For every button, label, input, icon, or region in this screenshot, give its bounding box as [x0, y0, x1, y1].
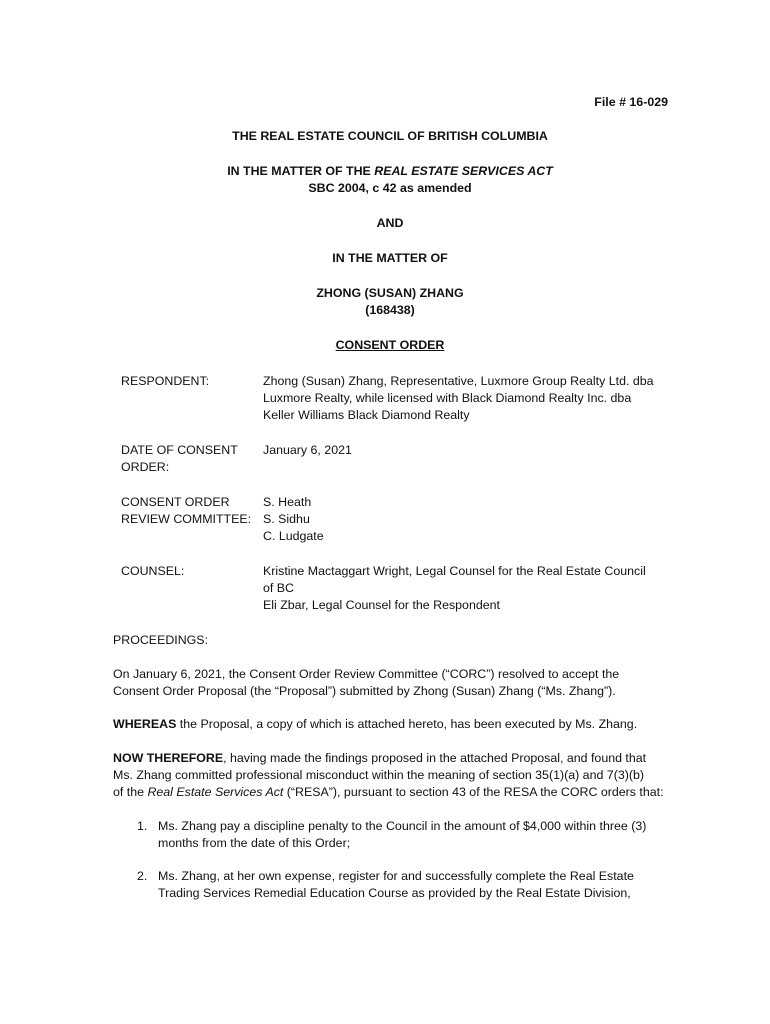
counsel-line: of BC [263, 581, 294, 595]
council-heading: THE REAL ESTATE COUNCIL OF BRITISH COLUMBIA [232, 129, 548, 143]
whereas-keyword: WHEREAS [113, 717, 177, 731]
now-therefore-keyword: NOW THEREFORE [113, 751, 224, 765]
order-line: months from the date of this Order; [158, 836, 351, 850]
committee-member: S. Sidhu [263, 512, 310, 526]
text-fragment: (“RESA”), pursuant to section 43 of the RESA the CORC orders that: [283, 785, 664, 799]
and-heading: AND [376, 216, 404, 230]
date-label-line: ORDER: [121, 460, 170, 474]
date-label-line: DATE OF CONSENT [121, 443, 238, 457]
committee-label [121, 494, 251, 528]
order-title: CONSENT ORDER [335, 338, 445, 352]
counsel-line: Kristine Mactaggart Wright, Legal Counsel for the Real Estate Council [263, 564, 646, 578]
order-item [113, 868, 673, 902]
respondent-line: Keller Williams Black Diamond Realty [263, 408, 470, 422]
paragraph-line [113, 784, 673, 801]
date-value: January 6, 2021 [263, 443, 352, 457]
paragraph-line: Consent Order Proposal (the “Proposal”) submitted by Zhong (Susan) Zhang (“Ms. Zhang”). [113, 684, 616, 698]
matter-heading [0, 164, 770, 178]
proceedings-label: PROCEEDINGS: [113, 633, 209, 647]
committee-member: C. Ludgate [263, 529, 324, 543]
committee-label-line: REVIEW COMMITTEE: [121, 512, 252, 526]
now-therefore-paragraph [113, 750, 673, 801]
committee-label-line: CONSENT ORDER [121, 495, 230, 509]
counsel-line: Eli Zbar, Legal Counsel for the Respondent [263, 598, 500, 612]
order-number: 1. [137, 819, 148, 833]
respondent-line: Zhong (Susan) Zhang, Representative, Luxmore Group Realty Ltd. dba [263, 374, 654, 388]
counsel-label: COUNSEL: [121, 564, 185, 578]
paragraph-line: On January 6, 2021, the Consent Order Review Committee (“CORC”) resolved to accept the [113, 667, 620, 681]
respondent-label: RESPONDENT: [121, 374, 210, 388]
paragraph-line: Ms. Zhang committed professional misconduct within the meaning of section 35(1)(a) and 7(3)(b) [113, 768, 644, 782]
respondent-value [263, 373, 663, 424]
now-therefore-text: , having made the findings proposed in the attached Proposal, and found that [223, 751, 647, 765]
paragraph-line [113, 750, 673, 767]
statute-line: SBC 2004, c 42 as amended [308, 181, 472, 195]
order-number: 2. [137, 869, 148, 883]
counsel-value [263, 563, 663, 614]
file-number: File # 16-029 [594, 95, 668, 109]
order-text [158, 818, 678, 852]
respondent-line: Luxmore Realty, while licensed with Black Diamond Realty Inc. dba [263, 391, 632, 405]
matter-of-heading: IN THE MATTER OF [332, 251, 448, 265]
order-line: Ms. Zhang, at her own expense, register for and successfully complete the Real Estate [158, 869, 634, 883]
whereas-paragraph [113, 716, 673, 733]
committee-member: S. Heath [263, 495, 312, 509]
date-label [121, 442, 238, 476]
proceedings-paragraph [113, 666, 673, 700]
text-fragment: of the [113, 785, 148, 799]
order-line: Trading Services Remedial Education Course as provided by the Real Estate Division, [158, 886, 631, 900]
order-item [113, 818, 673, 852]
act-reference: Real Estate Services Act [147, 785, 284, 799]
whereas-text: the Proposal, a copy of which is attached hereto, has been executed by Ms. Zhang. [176, 717, 638, 731]
order-line: Ms. Zhang pay a discipline penalty to the Council in the amount of $4,000 within three (3) [158, 819, 647, 833]
committee-members [263, 494, 663, 545]
order-text [158, 868, 678, 902]
licence-number: (168438) [365, 303, 415, 317]
respondent-name-heading: ZHONG (SUSAN) ZHANG [316, 286, 464, 300]
act-name: REAL ESTATE SERVICES ACT [374, 164, 553, 178]
matter-prefix: IN THE MATTER OF THE [227, 164, 375, 178]
